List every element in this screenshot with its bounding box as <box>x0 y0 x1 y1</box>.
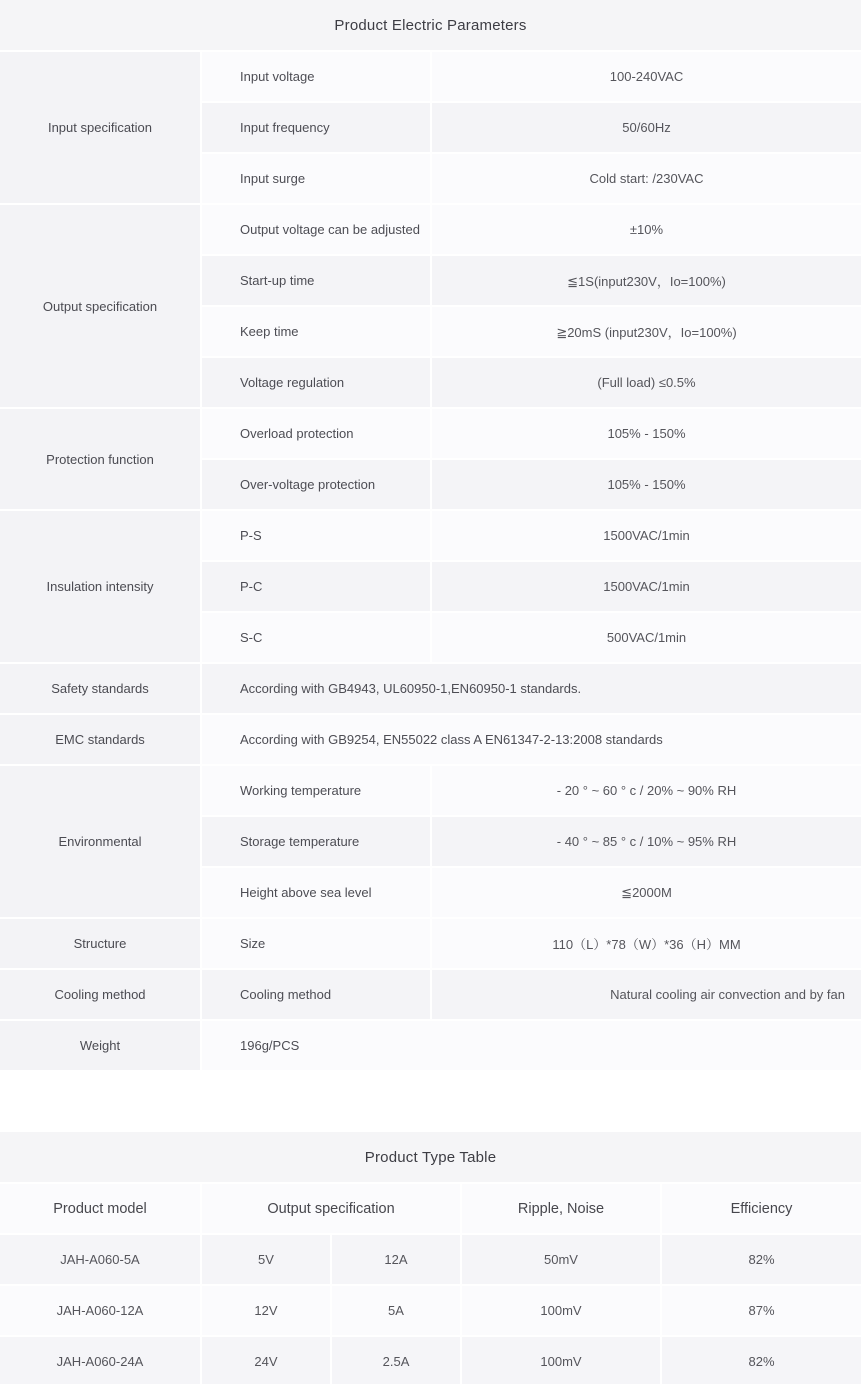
table-row <box>202 613 861 662</box>
model-cell: JAH-A060-12A <box>0 1286 200 1335</box>
tables-gap <box>0 1072 861 1132</box>
param-label: Storage temperature <box>202 817 430 866</box>
table-row <box>202 154 861 203</box>
efficiency-cell: 87% <box>662 1286 861 1335</box>
param-value: 100-240VAC <box>432 52 861 101</box>
table-row <box>202 358 861 407</box>
param-label: Height above sea level <box>202 868 430 917</box>
param-value: 1500VAC/1min <box>432 562 861 611</box>
section-header: Safety standards <box>0 664 200 713</box>
ripple-cell: 100mV <box>462 1286 660 1335</box>
section-output-specification <box>0 205 861 407</box>
param-label: P-C <box>202 562 430 611</box>
electric-parameters-title: Product Electric Parameters <box>0 0 861 50</box>
voltage-cell: 5V <box>202 1235 330 1284</box>
section-protection-function <box>0 409 861 509</box>
voltage-cell: 12V <box>202 1286 330 1335</box>
table-row <box>202 970 861 1019</box>
table-row <box>202 511 861 560</box>
param-label: Output voltage can be adjusted <box>202 205 430 254</box>
param-label: Voltage regulation <box>202 358 430 407</box>
param-value: 500VAC/1min <box>432 613 861 662</box>
section-header: Input specification <box>0 52 200 203</box>
efficiency-cell: 82% <box>662 1235 861 1284</box>
table-row <box>202 460 861 509</box>
param-value: ≦1S(input230V，Io=100%) <box>432 256 861 305</box>
param-label: Over-voltage protection <box>202 460 430 509</box>
param-value: (Full load) ≤0.5% <box>432 358 861 407</box>
param-label: Working temperature <box>202 766 430 815</box>
section-structure <box>0 919 861 968</box>
param-value: 50/60Hz <box>432 103 861 152</box>
param-label: Input voltage <box>202 52 430 101</box>
section-cooling-method <box>0 970 861 1019</box>
model-cell: JAH-A060-5A <box>0 1235 200 1284</box>
section-header: Output specification <box>0 205 200 407</box>
type-table-row <box>0 1337 861 1384</box>
table-row <box>202 868 861 917</box>
param-label: Cooling method <box>202 970 430 1019</box>
param-value: ≧20mS (input230V，Io=100%) <box>432 307 861 356</box>
column-header-efficiency: Efficiency <box>662 1184 861 1233</box>
current-cell: 2.5A <box>332 1337 460 1384</box>
table-row <box>202 562 861 611</box>
table-row <box>202 919 861 968</box>
section-header: Cooling method <box>0 970 200 1019</box>
section-emc-standards <box>0 715 861 764</box>
param-value: According with GB4943, UL60950-1,EN60950-1 standards. <box>202 664 861 713</box>
section-insulation-intensity <box>0 511 861 662</box>
param-value: 110（L）*78（W）*36（H）MM <box>432 919 861 968</box>
section-header: Environmental <box>0 766 200 917</box>
param-value: ≦2000M <box>432 868 861 917</box>
table-row <box>202 1021 861 1070</box>
section-header: Structure <box>0 919 200 968</box>
param-value: - 40 ° ~ 85 ° c / 10% ~ 95% RH <box>432 817 861 866</box>
table-row <box>202 664 861 713</box>
section-header: Protection function <box>0 409 200 509</box>
param-label: Size <box>202 919 430 968</box>
column-header-output-specification: Output specification <box>202 1184 460 1233</box>
section-environmental <box>0 766 861 917</box>
param-value: Cold start: /230VAC <box>432 154 861 203</box>
section-weight <box>0 1021 861 1070</box>
column-header-ripple-noise: Ripple, Noise <box>462 1184 660 1233</box>
param-label: Overload protection <box>202 409 430 458</box>
param-value: Natural cooling air convection and by fan <box>432 970 861 1019</box>
ripple-cell: 100mV <box>462 1337 660 1384</box>
param-label: Input frequency <box>202 103 430 152</box>
param-label: Keep time <box>202 307 430 356</box>
table-row <box>202 205 861 254</box>
table-row <box>202 409 861 458</box>
model-cell: JAH-A060-24A <box>0 1337 200 1384</box>
table-row <box>202 817 861 866</box>
section-input-specification <box>0 52 861 203</box>
param-label: Start-up time <box>202 256 430 305</box>
type-table-row <box>0 1286 861 1335</box>
type-table-header-row <box>0 1184 861 1233</box>
voltage-cell: 24V <box>202 1337 330 1384</box>
section-safety-standards <box>0 664 861 713</box>
type-table-row <box>0 1235 861 1284</box>
param-value: ±10% <box>432 205 861 254</box>
table-row <box>202 766 861 815</box>
param-label: Input surge <box>202 154 430 203</box>
param-value: - 20 ° ~ 60 ° c / 20% ~ 90% RH <box>432 766 861 815</box>
column-header-product-model: Product model <box>0 1184 200 1233</box>
table-row <box>202 256 861 305</box>
section-header: Insulation intensity <box>0 511 200 662</box>
table-row <box>202 307 861 356</box>
current-cell: 12A <box>332 1235 460 1284</box>
section-header: Weight <box>0 1021 200 1070</box>
param-value: 1500VAC/1min <box>432 511 861 560</box>
product-type-table <box>0 1132 861 1384</box>
efficiency-cell: 82% <box>662 1337 861 1384</box>
product-type-title: Product Type Table <box>0 1132 861 1182</box>
param-value: According with GB9254, EN55022 class A EN61347-2-13:2008 standards <box>202 715 861 764</box>
ripple-cell: 50mV <box>462 1235 660 1284</box>
table-row <box>202 715 861 764</box>
param-label: P-S <box>202 511 430 560</box>
param-value: 105% - 150% <box>432 460 861 509</box>
section-header: EMC standards <box>0 715 200 764</box>
current-cell: 5A <box>332 1286 460 1335</box>
param-label: S-C <box>202 613 430 662</box>
param-value: 105% - 150% <box>432 409 861 458</box>
param-value: 196g/PCS <box>202 1021 861 1070</box>
table-row <box>202 103 861 152</box>
table-row <box>202 52 861 101</box>
